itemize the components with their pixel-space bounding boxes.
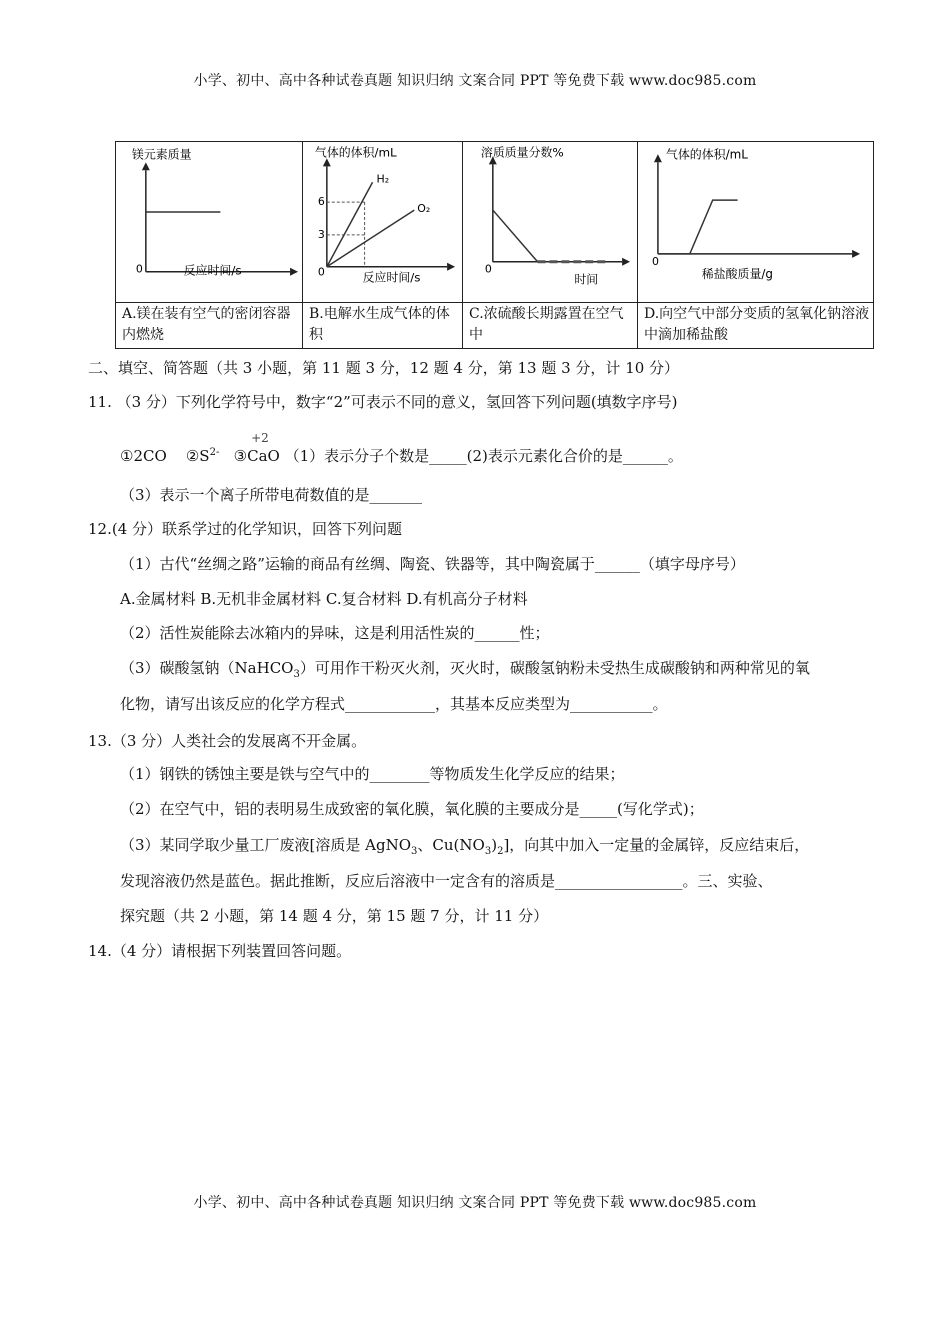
q13-part1: （1）钢铁的锈蚀主要是铁与空气中的________等物质发生化学反应的结果；: [120, 765, 625, 783]
caption-c: C.浓硫酸长期露置在空气中: [463, 303, 638, 349]
series-line-c: [493, 210, 538, 262]
chart-c: [463, 142, 637, 302]
series-line-d: [658, 200, 738, 254]
figure-c: [463, 142, 638, 303]
q11-item2: $②S^{2-}$: [185, 447, 220, 465]
figure-b: [303, 142, 463, 303]
chart-a: [116, 142, 302, 302]
page-footer: 小学、初中、高中各种试卷真题 知识归纳 文案合同 PPT 等免费下载 www.doc985.com: [193, 1195, 757, 1211]
q12-stem: 12.(4 分）联系学过的化学知识，回答下列问题: [88, 520, 403, 538]
xlabel-d: 稀盐酸质量/g: [701, 266, 774, 281]
origin-a: 0: [135, 262, 143, 276]
q11-item3: ③ +2 CaO: [233, 431, 280, 465]
ylabel-a: 镁元素质量: [131, 147, 192, 162]
page-header: 小学、初中、高中各种试卷真题 知识归纳 文案合同 PPT 等免费下载 www.doc985.com: [193, 73, 757, 89]
q11-part1: （1）表示分子个数是_____(2)表示元素化合价的是______。: [284, 447, 683, 465]
q13-part3: （3）某同学取少量工厂废液[溶质是 AgNO$_3$、$Cu(NO_3)_2$]，向其中加入一定量的金属锌，反应结束后，: [120, 836, 810, 857]
legend-o2: O₂: [417, 202, 431, 216]
q12-part1: （1）古代“丝绸之路”运输的商品有丝绸、陶瓷、铁器等，其中陶瓷属于______（填字母序号）: [120, 555, 745, 573]
valence-mark: +2: [251, 431, 269, 445]
section-3-title: 探究题（共 2 小题，第 14 题 4 分，第 15 题 7 分，计 11 分）: [120, 907, 549, 925]
section-2-title: 二、填空、简答题（共 3 小题，第 11 题 3 分，12 题 4 分，第 13 题 3 分，计 10 分）: [88, 359, 680, 377]
q13-part3-cont: 发现溶液仍然是蓝色。据此推断，反应后溶液中一定含有的溶质是_________________。三、实验、: [120, 872, 773, 890]
q11-items: [120, 431, 683, 466]
ylabel-d: 气体的体积/mL: [665, 147, 748, 162]
q12-options: A.金属材料 B.无机非金属材料 C.复合材料 D.有机高分子材料: [120, 590, 528, 608]
q12-part2: （2）活性炭能除去冰箱内的异味，这是利用活性炭的______性；: [120, 624, 550, 642]
xlabel-a: 反应时间/s: [183, 263, 242, 278]
legend-h2: H₂: [376, 172, 390, 186]
ylabel-c: 溶质质量分数%: [480, 145, 564, 160]
ytick-3: 3: [317, 227, 325, 241]
origin-b: 0: [317, 265, 325, 279]
ylabel-b: 气体的体积/mL: [314, 145, 397, 160]
q11-item1: ①2CO: [120, 447, 167, 465]
figure-d: [638, 142, 874, 303]
series-line-o2: [327, 210, 414, 267]
q13-part2: （2）在空气中，铝的表明易生成致密的氧化膜，氧化膜的主要成分是_____(写化学式)；: [120, 800, 704, 818]
q12-part3-cont: 化物，请写出该反应的化学方程式____________，其基本反应类型为___________。: [120, 695, 668, 713]
figure-a: [116, 142, 303, 303]
caption-d: D.向空气中部分变质的氢氧化钠溶液中滴加稀盐酸: [638, 303, 874, 349]
series-line-h2: [327, 182, 373, 266]
q13-stem: 13.（3 分）人类社会的发展离不开金属。: [88, 732, 367, 750]
chart-b: [303, 142, 462, 302]
xlabel-b: 反应时间/s: [362, 270, 421, 285]
figure-table: [115, 141, 874, 349]
q11-stem: 11. （3 分）下列化学符号中，数字“2”可表示不同的意义，氢回答下列问题(填数字序号): [88, 393, 678, 411]
caption-b: B.电解水生成气体的体积: [303, 303, 463, 349]
origin-c: 0: [484, 262, 492, 276]
caption-a: A.镁在装有空气的密闭容器内燃烧: [116, 303, 303, 349]
origin-d: 0: [651, 254, 659, 268]
q12-part3: （3）碳酸氢钠（NaHCO$_3$）可用作干粉灭火剂，灭火时，碳酸氢钠粉未受热生成碳酸钠和两种常见的氧: [120, 659, 810, 680]
xlabel-c: 时间: [574, 272, 599, 287]
ytick-6: 6: [317, 195, 325, 209]
q11-part3: （3）表示一个离子所带电荷数值的是_______: [120, 486, 423, 504]
q14-stem: 14.（4 分）请根据下列装置回答问题。: [88, 942, 352, 960]
chart-d: [638, 142, 873, 302]
